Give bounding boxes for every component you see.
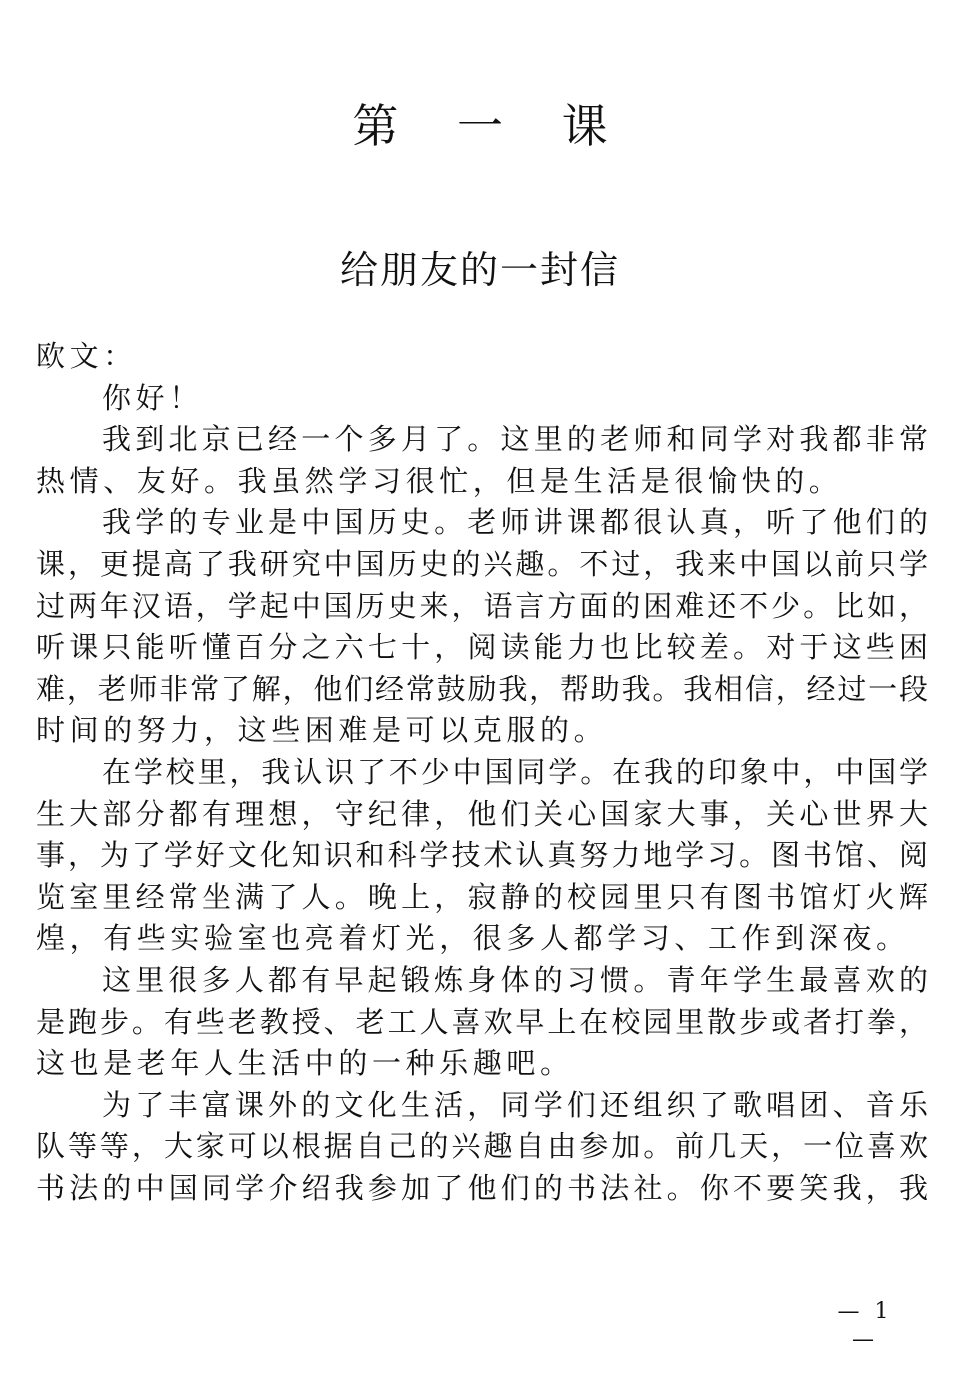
text-line: 听课只能听懂百分之六七十，阅读能力也比较差。对于这些困 (36, 630, 928, 665)
text-line: 过两年汉语，学起中国历史来，语言方面的困难还不少。比如， (36, 588, 928, 623)
lesson-title: 给朋友的一封信 (339, 248, 620, 292)
text-line: 这也是老年人生活中的一种乐趣吧。 (36, 1046, 574, 1081)
text-line: 我学的专业是中国历史。老师讲课都很认真，听了他们的 (102, 505, 928, 540)
text-line: 览室里经常坐满了人。晚上，寂静的校园里只有图书馆灯火辉 (36, 879, 928, 914)
text-line: 热情、友好。我虽然学习很忙，但是生活是很愉快的。 (36, 463, 843, 498)
text-line: 为了丰富课外的文化生活，同学们还组织了歌唱团、音乐 (102, 1087, 928, 1122)
lesson-heading-char: 一 (457, 99, 503, 153)
salutation: 欧文： (36, 339, 137, 373)
text-line: 书法的中国同学介绍我参加了他们的书法社。你不要笑我，我 (36, 1170, 928, 1205)
text-line: 是跑步。有些老教授、老工人喜欢早上在校园里散步或者打拳， (36, 1004, 928, 1039)
letter-body (36, 336, 928, 1209)
lesson-heading-char: 课 (561, 99, 608, 153)
lesson-heading-char: 第 (352, 99, 399, 153)
text-line: 这里很多人都有早起锻炼身体的习惯。青年学生最喜欢的 (102, 962, 928, 997)
text-line: 队等等，大家可以根据自己的兴趣自由参加。前几天，一位喜欢 (36, 1129, 928, 1164)
text-line: 煌，有些实验室也亮着灯光，很多人都学习、工作到深夜。 (36, 921, 910, 956)
text-line: 我到北京已经一个多月了。这里的老师和同学对我都非常 (102, 422, 928, 457)
text-line: 事，为了学好文化知识和科学技术认真努力地学习。图书馆、阅 (36, 838, 928, 873)
text-line: 生大部分都有理想，守纪律，他们关心国家大事，关心世界大 (36, 796, 928, 831)
page-number: — 1 — (837, 1299, 893, 1352)
text-line: 课，更提高了我研究中国历史的兴趣。不过，我来中国以前只学 (36, 546, 928, 581)
text-line: 时间的努力，这些困难是可以克服的。 (36, 713, 608, 748)
text-line: 在学校里，我认识了不少中国同学。在我的印象中，中国学 (102, 754, 928, 789)
greeting: 你好！ (102, 380, 203, 415)
text-line: 难，老师非常了解，他们经常鼓励我，帮助我。我相信，经过一段 (36, 671, 928, 706)
lesson-heading (0, 96, 960, 156)
